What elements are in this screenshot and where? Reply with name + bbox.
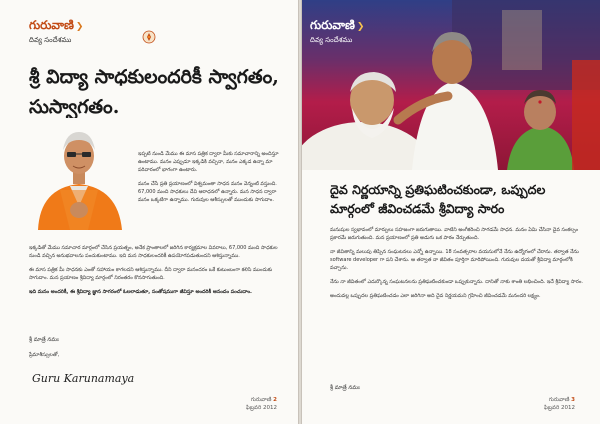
body-paragraph: ఈ మాస పత్రిక మీ సాధనకు ఎంతో సహాయం కాగలదని ఆశిస్తున్నాము. దీని ద్వారా మనందరం ఒకే కుటుంబంగా కలిసి ముందుకు సాగుదాం. మన ప్రయాణం శ్రీవిద్యా మార్గంలో నిరంతరం కొనసాగుతుంది. bbox=[29, 267, 273, 281]
closing-greeting: ప్రేమాశీస్సులతో, bbox=[29, 352, 60, 358]
bio-paragraph: మనం చేసే ప్రతి ప్రయాణంలో విశ్వమంతా సాధన మనం వెన్నంటి వస్తుంది. 67,000 మంది సాధకులు దేవి ఆరాధనలో ఉన్నారు. మన సాధన ద్వారా మనం ఒక్కటిగా ఉన్నాము. గురువుల ఆశీస్సులతో ముందుకు సాగుదాం. bbox=[138, 181, 277, 203]
closing-line: శ్రీ మాత్రే నమః bbox=[29, 337, 59, 343]
footer-date: ఫిబ్రవరి 2012 bbox=[544, 405, 575, 411]
page-title: శ్రీ విద్యా సాధకులందరికీ స్వాగతం, సుస్వాగతం. bbox=[29, 66, 279, 118]
article-title: దైవ నిర్ణయాన్ని ప్రతిఘటించకుండా, ఒప్పుదల మార్గంలో జీవించడమే శ్రీవిద్యా సారం bbox=[330, 182, 546, 216]
body-paragraph: మనుషుల స్వభావంలో మార్పులు సహజంగా జరుగుతాయి. వాటిని అంగీకరించి సాగడమే సాధన. మనం ఏమి చేసినా దైవ సంకల్పం ప్రకారమే జరుగుతుంది. మన ప్రయాణంలో ప్రతి అడుగు ఒక పాఠం నేర్పుతుంది. bbox=[330, 227, 579, 241]
section-name: దివ్య సందేశము bbox=[29, 36, 72, 44]
intro-column bbox=[138, 150, 286, 210]
magazine-name: గురువాణి ❯ bbox=[29, 18, 84, 32]
section-name-right: దివ్య సందేశము bbox=[310, 36, 353, 44]
magazine-name-right: గురువాణి ❯ bbox=[310, 18, 365, 32]
footer-magazine: గురువాణి bbox=[250, 397, 272, 403]
body-paragraph-emphasis: ఇది మనం అందరికీ, ఈ శ్రీవిద్యా జ్ఞాన సాగరంలో ఓలలాడుతూ, సంతోషముగా జీవిస్తూ అందరికీ ఆనందం పంచుదాం. bbox=[29, 289, 252, 295]
footer-date: ఫిబ్రవరి 2012 bbox=[246, 405, 277, 411]
body-paragraph: నేను నా జీవితంలో ఎదుర్కొన్న సంఘటనలను ప్రతిఘటించకుండా ఒప్పుకున్నాను. దానితో నాకు శాంతి లభించింది. ఇదే శ్రీవిద్యా సారం. bbox=[330, 279, 583, 285]
closing-line-right: శ్రీ మాత్రే నమః bbox=[330, 385, 360, 391]
signature: Guru Karunamaya bbox=[32, 372, 135, 385]
lotus-emblem-icon bbox=[142, 30, 156, 44]
page-number: 2 bbox=[273, 397, 277, 403]
body-paragraph: నా జీవితాన్ని మలుపు తిప్పిన సంఘటనలు ఎన్నో ఉన్నాయి. 18 సంవత్సరాల వయసులోనే నేను ఉద్యోగంలో చేరాను. తర్వాత నేను software developer గా పని చేశాను. ఆ తర్వాత నా జీవితం పూర్తిగా మారిపోయింది. గురువుల దయతో శ్రీవిద్యా మార్గంలోకి వచ్చాను. bbox=[330, 249, 579, 271]
bio-paragraph: ఇప్పటి నుండి మేము ఈ మాస పత్రిక ద్వారా మీకు సమాచారాన్ని అందిస్తూ ఉంటాము. మనం ఎప్పుడూ ఇక్కడికి వచ్చినా, మనం ఎక్కడ ఉన్నా మా పరివారంలో భాగంగా ఉంటారు. bbox=[138, 151, 279, 173]
guru-portrait bbox=[30, 118, 128, 230]
footer-magazine: గురువాణి bbox=[548, 397, 570, 403]
footer-left bbox=[246, 396, 277, 412]
page-number: 3 bbox=[571, 397, 575, 403]
body-paragraph: ఇక్కడితో మేము సమాచార మార్గంలో చేసిన ప్రయత్నం, అనేక ప్రాంతాలలో జరిగిన కార్యక్రమాల వివరాలు, 67,000 మంది సాధకుల నుండి వచ్చిన అనుభవాలను పంచుకుంటాము. ఇది మన సాధకులందరికీ ఉపయోగపడుతుందని ఆశిస్తున్నాము. bbox=[29, 245, 278, 259]
footer-right bbox=[544, 396, 575, 412]
body-paragraph: అందువల్ల ఒప్పుదల ప్రతిఘటించడం ఎలా జరిగినా అది దైవ నిర్ణయమని గ్రహించి జీవించడమే మనందరి లక్ష్యం. bbox=[330, 293, 541, 299]
body-text bbox=[29, 244, 287, 302]
article-body bbox=[330, 226, 586, 306]
